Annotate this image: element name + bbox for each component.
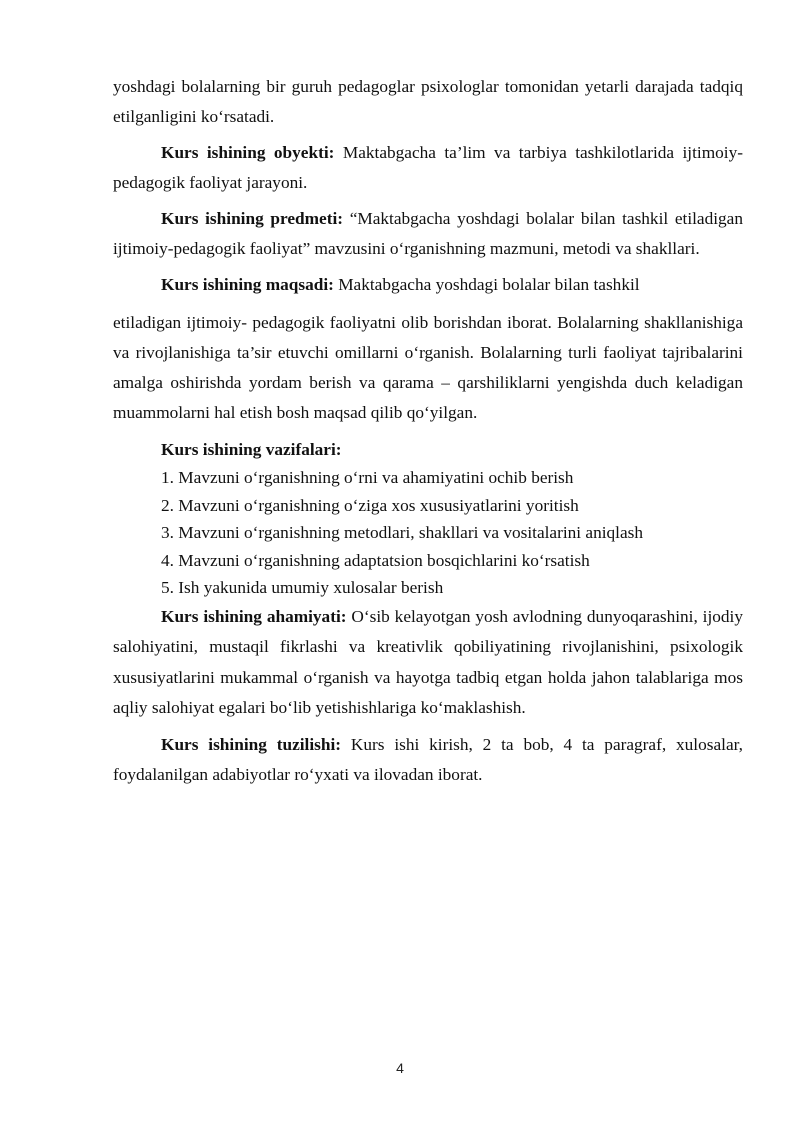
vazifa-item-4: 4. Mavzuni o‘rganishning adaptatsion bosqichlarini ko‘rsatish: [161, 550, 590, 570]
vazifa-item-2: 2. Mavzuni o‘rganishning o‘ziga xos xususiyatlarini yoritish: [161, 495, 579, 515]
vazifa-item-3: 3. Mavzuni o‘rganishning metodlari, shakllari va vositalarini aniqlash: [161, 523, 644, 542]
intro-paragraph: yoshdagi bolalarning bir guruh pedagoglar psixologlar tomonidan yetarli darajada tadqiq etilganligini ko‘rsatadi.: [113, 77, 743, 126]
predmet-text: “Maktabgacha yoshdagi bolalar bilan tashkil etiladigan ijtimoiy-pedagogik faoliyat” mavzusini o‘rganishning mazmuni, metodi va shakllari.: [113, 209, 743, 258]
vazifa-item-5: 5. Ish yakunida umumiy xulosalar berish: [161, 578, 444, 597]
page-number: 4: [396, 1060, 404, 1076]
predmet-label: Kurs ishining predmeti:: [161, 209, 344, 228]
vazifa-item-1: 1. Mavzuni o‘rganishning o‘rni va ahamiyatini ochib berish: [161, 468, 574, 487]
predmet-paragraph: [113, 204, 743, 264]
tuzilish-label: Kurs ishining tuzilishi:: [161, 734, 342, 754]
obyekt-paragraph: [113, 138, 743, 198]
ahamiyat-paragraph: [113, 602, 743, 724]
maqsad-first-line: Maktabgacha yoshdagi bolalar bilan tashkil: [333, 275, 640, 294]
obyekt-text: Maktabgacha ta’lim va tarbiya tashkilotlarida ijtimoiy-pedagogik faoliyat jarayoni.: [113, 143, 743, 192]
ahamiyat-text: O‘sib kelayotgan yosh avlodning dunyoqarashini, ijodiy salohiyatini, mustaqil fikrlashi va kreativlik qobiliyatining rivojlanishini, psixologik xususiyatlarini mukammal o‘rganish va hayotga tadbiq etgan holda jahon talablariga mos aqliy salohiyat egalari bo‘lib yetishishlariga ko‘maklashish.: [113, 606, 744, 717]
page-body: [113, 72, 743, 790]
obyekt-label: Kurs ishining obyekti:: [161, 143, 335, 162]
tuzilish-text: Kurs ishi kirish, 2 ta bob, 4 ta paragraf, xulosalar, foydalanilgan adabiyotlar ro‘yxati va ilovadan iborat.: [113, 734, 743, 784]
tuzilish-paragraph: [113, 730, 743, 790]
maqsad-heading-line: [113, 270, 743, 300]
maqsad-paragraph: etiladigan ijtimoiy- pedagogik faoliyatni olib borishdan iborat. Bolalarning shakllanishiga va rivojlanishiga ta’sir etuvchi omillarni o‘rganish. Bolalarning turli faoliyat tajribalarini amalga oshirishda yordam berish va qarama – qarshiliklarni yengishda duch keladigan muammolarni hal etish bosh maqsad qilib qo‘yilgan.: [113, 313, 743, 422]
maqsad-label: Kurs ishining maqsadi:: [161, 275, 334, 294]
vazifalar-label: Kurs ishining vazifalari:: [161, 440, 342, 459]
ahamiyat-label: Kurs ishining ahamiyati:: [161, 606, 347, 626]
